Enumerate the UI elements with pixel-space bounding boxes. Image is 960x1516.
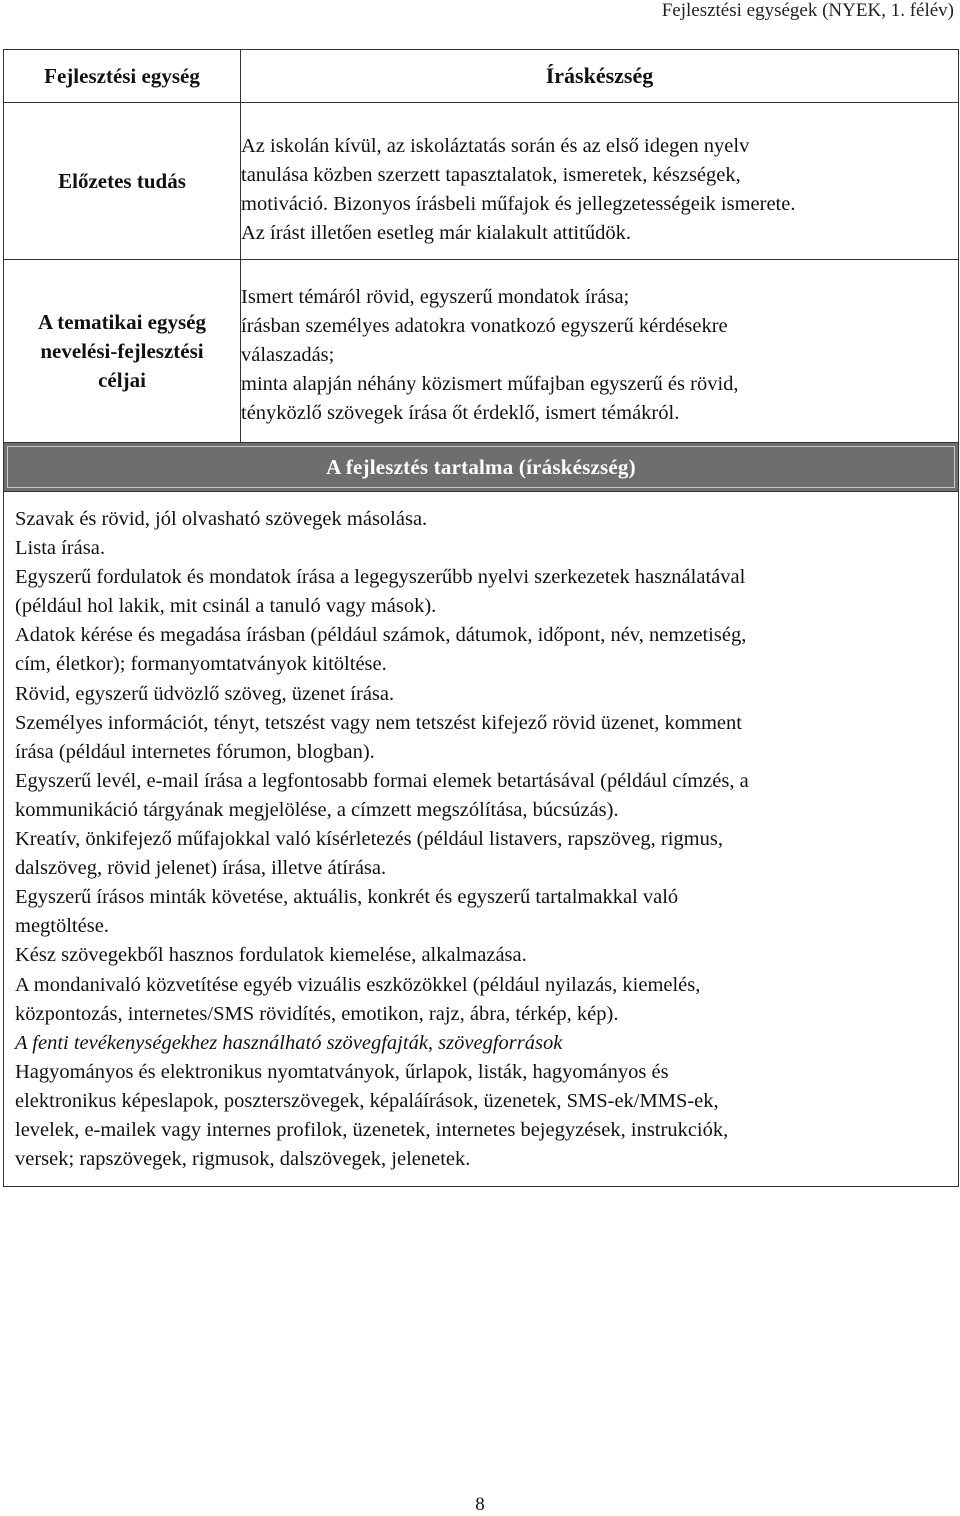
content-line: elektronikus képeslapok, poszterszövegek, képaláírások, üzenetek, SMS-ek/MMS-ek,	[15, 1089, 719, 1112]
content-line: Egyszerű fordulatok és mondatok írása a legegyszerűbb nyelvi szerkezetek használatával	[15, 566, 746, 589]
goals-label-line: nevelési-fejlesztési	[40, 338, 204, 363]
unit-label-cell: Fejlesztési egység	[4, 50, 241, 103]
content-line: központozás, internetes/SMS rövidítés, emotikon, rajz, ábra, térkép, kép).	[15, 1002, 619, 1025]
prior-line: Az iskolán kívül, az iskoláztatás során és az első idegen nyelv	[241, 134, 750, 157]
content-line: Egyszerű írásos minták követése, aktuális, konkrét és egyszerű tartalmakkal való	[15, 886, 679, 909]
page-number: 8	[475, 1494, 485, 1515]
goals-line: tényközlő szövegek írása őt érdeklő, ismert témákról.	[241, 402, 680, 424]
content-text	[4, 492, 959, 1187]
unit-title-cell: Íráskészség	[241, 50, 959, 103]
content-line: cím, életkor); formanyomtatványok kitöltése.	[15, 653, 387, 676]
content-line: Kreatív, önkifejező műfajokkal való kísérletezés (például listavers, rapszöveg, rigmus,	[15, 828, 723, 851]
goals-line: minta alapján néhány közismert műfajban egyszerű és rövid,	[241, 373, 739, 395]
content-line: írása (például internetes fórumon, blogban).	[15, 740, 375, 763]
content-line: megtöltése.	[15, 915, 109, 938]
content-line: Adatok kérése és megadása írásban (például számok, dátumok, időpont, név, nemzetiség,	[15, 624, 747, 647]
prior-knowledge-label: Előzetes tudás	[4, 103, 241, 260]
table-header-row	[4, 50, 959, 103]
section-title: A fejlesztés tartalma (íráskészség)	[7, 446, 955, 488]
content-line: versek; rapszövegek, rigmusok, dalszövegek, jelenetek.	[15, 1148, 471, 1171]
content-line: levelek, e-mailek vagy internes profilok, üzenetek, internetes bejegyzések, instrukciók,	[15, 1118, 729, 1141]
prior-knowledge-text	[241, 103, 959, 260]
development-unit-table	[3, 49, 959, 1187]
text-types-subheading: A fenti tevékenységekhez használható szövegfajták, szövegforrások	[15, 1031, 563, 1054]
goals-label	[4, 260, 241, 443]
content-line: kommunikáció tárgyának megjelölése, a címzett megszólítása, búcsúzás).	[15, 798, 619, 821]
section-bar-cell	[4, 443, 959, 492]
goals-label-line: A tematikai egység	[38, 309, 206, 334]
goals-row	[4, 260, 959, 443]
running-header: Fejlesztési egységek (NYEK, 1. félév)	[661, 0, 954, 21]
content-line: (például hol lakik, mit csinál a tanuló vagy mások).	[15, 595, 437, 618]
prior-line: tanulása közben szerzett tapasztalatok, ismeretek, készségek,	[241, 163, 741, 186]
prior-line: Az írást illetően esetleg már kialakult attitűdök.	[241, 221, 631, 244]
content-line: A mondanivaló közvetítése egyéb vizuális eszközökkel (például nyilazás, kiemelés,	[15, 973, 701, 996]
content-line: Hagyományos és elektronikus nyomtatványok, űrlapok, listák, hagyományos és	[15, 1060, 669, 1083]
content-line: Egyszerű levél, e-mail írása a legfontosabb formai elemek betartásával (például címzés, a	[15, 769, 749, 792]
content-line: Kész szövegekből hasznos fordulatok kiemelése, alkalmazása.	[15, 944, 527, 967]
content-line: Szavak és rövid, jól olvasható szövegek másolása.	[15, 508, 428, 530]
goals-line: Ismert témáról rövid, egyszerű mondatok írása;	[241, 286, 630, 308]
content-line: Lista írása.	[15, 537, 105, 560]
goals-text	[241, 260, 959, 443]
goals-line: írásban személyes adatokra vonatkozó egyszerű kérdésekre	[241, 315, 728, 337]
content-line: Rövid, egyszerű üdvözlő szöveg, üzenet írása.	[15, 682, 395, 705]
section-bar-row	[4, 443, 959, 492]
goals-line: válaszadás;	[241, 344, 335, 366]
content-row	[4, 492, 959, 1187]
content-line: Személyes információt, tényt, tetszést vagy nem tetszést kifejező rövid üzenet, komment	[15, 711, 742, 734]
prior-line: motiváció. Bizonyos írásbeli műfajok és jellegzetességeik ismerete.	[241, 192, 796, 215]
goals-label-line: céljai	[98, 367, 146, 392]
content-line: dalszöveg, rövid jelenet) írása, illetve átírása.	[15, 857, 387, 880]
prior-knowledge-row	[4, 103, 959, 260]
